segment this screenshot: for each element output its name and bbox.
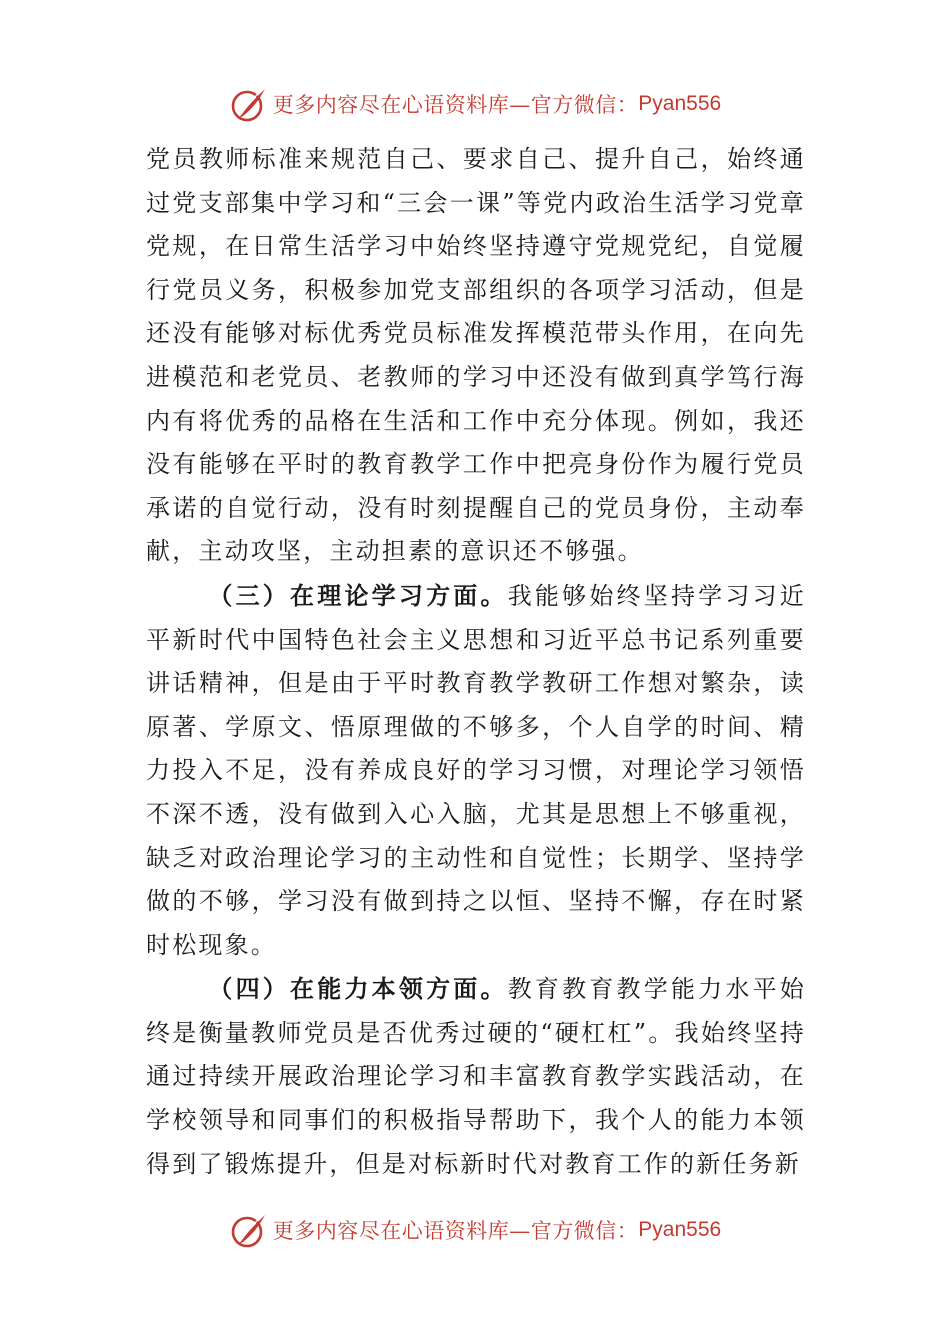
header-banner	[0, 82, 950, 126]
quill-logo-icon	[229, 84, 269, 124]
document-body	[146, 138, 806, 1186]
quill-logo-icon	[229, 1210, 269, 1250]
section-heading-4: （四）在能力本领方面。	[208, 974, 508, 1004]
paragraph-2-text: 我能够始终坚持学习习近平新时代中国特色社会主义思想和习近平总书记系列重要讲话精神，但是由于平时教育教学教研工作想对繁杂，读原著、学原文、悟原理做的不够多，个人自学的时间、精力投入不足，没有养成良好的学习习惯，对理论学习领悟不深不透，没有做到入心入脑，尤其是思想上不够重视，缺乏对政治理论学习的主动性和自觉性；长期学、坚持学做的不够，学习没有做到持之以恒、坚持不懈，存在时紧时松现象。	[146, 581, 806, 959]
paragraph-3-text: 教育教育教学能力水平始终是衡量教师党员是否优秀过硬的“硬杠杠”。我始终坚持通过持续开展政治理论学习和丰富教育教学实践活动，在学校领导和同事们的积极指导帮助下，我个人的能力本领得到了锻炼提升，但是对标新时代对教育工作的新任务新	[146, 975, 806, 1178]
footer-banner	[0, 1208, 950, 1252]
paragraph-3	[146, 967, 806, 1186]
header-wechat-id: Pyan556	[638, 92, 722, 115]
footer-banner-text: 更多内容尽在心语资料库—官方微信：	[272, 1219, 639, 1243]
paragraph-2	[146, 574, 806, 967]
section-heading-3: （三）在理论学习方面。	[208, 580, 508, 610]
footer-wechat-id: Pyan556	[638, 1218, 722, 1241]
header-banner-text: 更多内容尽在心语资料库—官方微信：	[272, 93, 639, 117]
paragraph-1: 党员教师标准来规范自己、要求自己、提升自己，始终通过党支部集中学习和“三会一课”等党内政治生活学习党章党规，在日常生活学习中始终坚持遵守党规党纪，自觉履行党员义务，积极参加党支部组织的各项学习活动，但是还没有能够对标优秀党员标准发挥模范带头作用，在向先进模范和老党员、老教师的学习中还没有做到真学笃行海内有将优秀的品格在生活和工作中充分体现。例如，我还没有能够在平时的教育教学工作中把亮身份作为履行党员承诺的自觉行动，没有时刻提醒自己的党员身份，主动奉献，主动攻坚，主动担素的意识还不够强。	[146, 145, 806, 566]
